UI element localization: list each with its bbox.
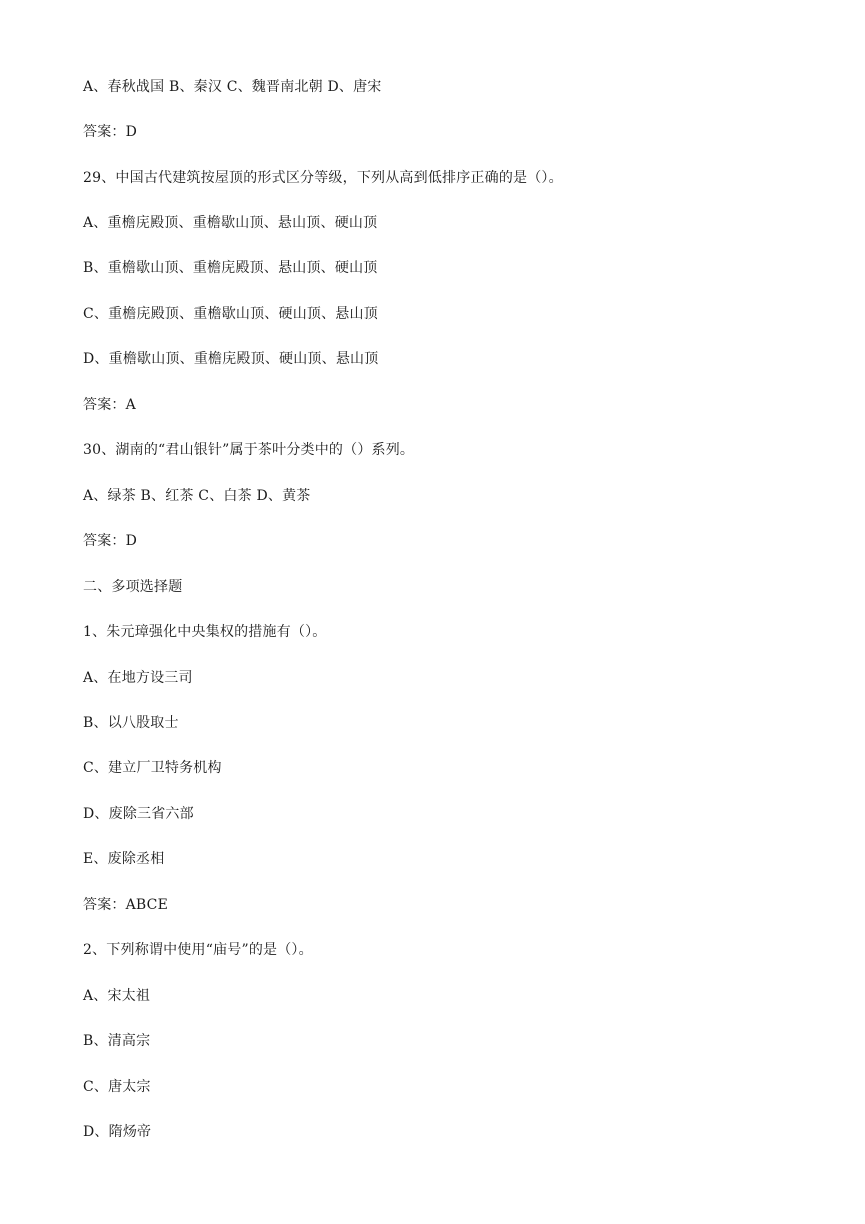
q28-options: A、春秋战国 B、秦汉 C、魏晋南北朝 D、唐宋 [83, 79, 382, 95]
q28-answer: 答案：D [83, 124, 138, 140]
section-heading: 二、多项选择题 [83, 579, 183, 595]
q30-options: A、绿茶 B、红茶 C、白茶 D、黄茶 [83, 488, 311, 504]
q29-option-b: B、重檐歇山顶、重檐庑殿顶、悬山顶、硬山顶 [83, 260, 378, 276]
mq1-option-a: A、在地方设三司 [83, 670, 193, 686]
q29-option-a: A、重檐庑殿顶、重檐歇山顶、悬山顶、硬山顶 [83, 215, 378, 231]
mq2-option-b: B、清高宗 [83, 1033, 151, 1049]
q29-option-c: C、重檐庑殿顶、重檐歇山顶、硬山顶、悬山顶 [83, 306, 378, 322]
mq1-option-e: E、废除丞相 [83, 851, 165, 867]
mq1-question: 1、朱元璋强化中央集权的措施有（）。 [83, 624, 327, 640]
q29-question: 29、中国古代建筑按屋顶的形式区分等级，下列从高到低排序正确的是（）。 [83, 170, 563, 186]
mq2-option-a: A、宋太祖 [83, 988, 151, 1004]
q30-answer: 答案：D [83, 533, 138, 549]
mq2-option-d: D、隋炀帝 [83, 1124, 152, 1140]
mq1-option-c: C、建立厂卫特务机构 [83, 760, 222, 776]
q29-option-d: D、重檐歇山顶、重檐庑殿顶、硬山顶、悬山顶 [83, 351, 379, 367]
mq1-answer: 答案：ABCE [83, 897, 168, 913]
mq2-question: 2、下列称谓中使用“庙号”的是（）。 [83, 942, 313, 958]
mq2-option-c: C、唐太宗 [83, 1079, 151, 1095]
q29-answer: 答案：A [83, 397, 136, 413]
mq1-option-d: D、废除三省六部 [83, 806, 194, 822]
mq1-option-b: B、以八股取士 [83, 715, 179, 731]
q30-question: 30、湖南的“君山银针”属于茶叶分类中的（）系列。 [83, 442, 415, 458]
